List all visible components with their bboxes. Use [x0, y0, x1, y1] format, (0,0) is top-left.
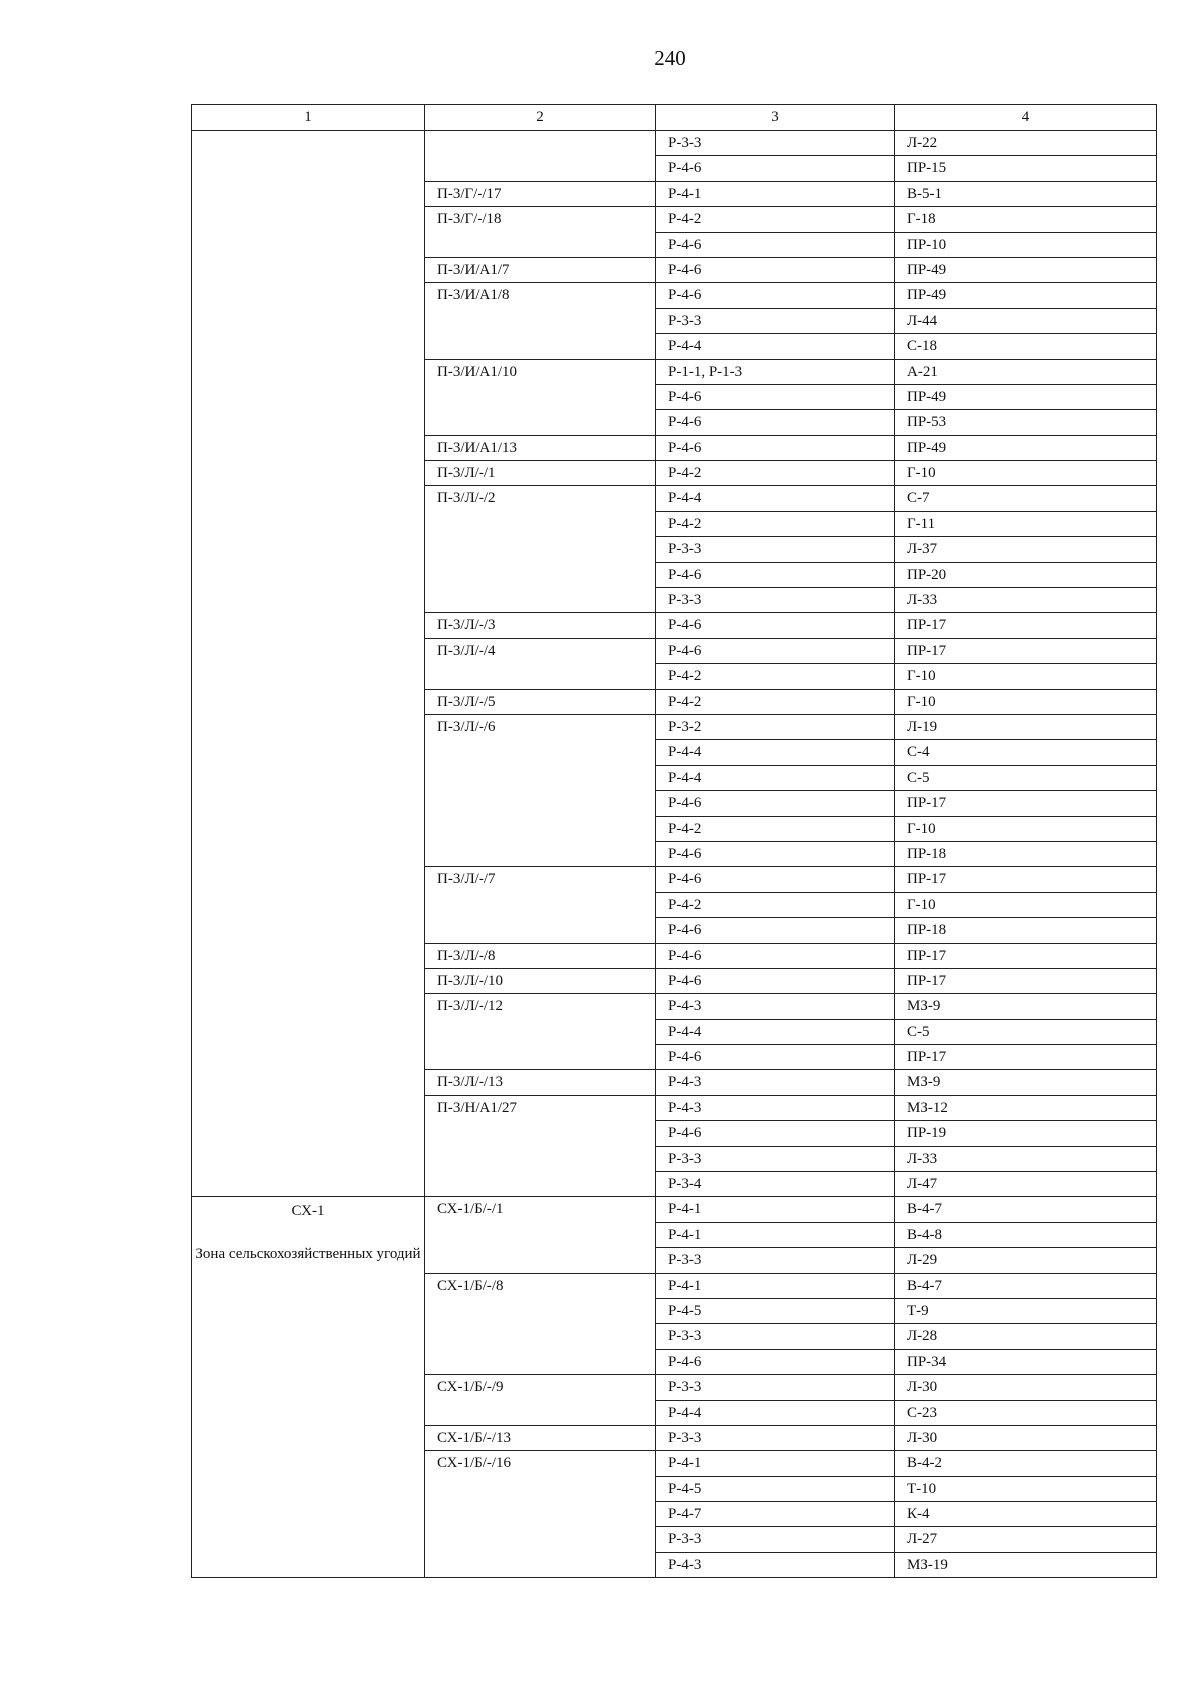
subzone-code-cell: П-3/Л/-/6	[425, 714, 656, 866]
col3-cell: Р-4-6	[656, 1121, 895, 1146]
header-col-4: 4	[895, 105, 1157, 131]
col3-cell: Р-4-6	[656, 232, 895, 257]
col3-cell: Р-4-6	[656, 791, 895, 816]
subzone-code-cell: П-3/Л/-/13	[425, 1070, 656, 1095]
subzone-code-cell: СХ-1/Б/-/1	[425, 1197, 656, 1273]
table-body	[192, 105, 1157, 1578]
col3-cell: Р-4-3	[656, 994, 895, 1019]
subzone-code-cell: П-3/Г/-/17	[425, 181, 656, 206]
col4-cell: Т-10	[895, 1476, 1157, 1501]
col4-cell: С-5	[895, 1019, 1157, 1044]
col4-cell: Г-10	[895, 689, 1157, 714]
col3-cell: Р-4-4	[656, 1019, 895, 1044]
col4-cell: МЗ-9	[895, 1070, 1157, 1095]
zone-cell	[192, 1197, 425, 1578]
col3-cell: Р-3-3	[656, 131, 895, 156]
col4-cell: Л-28	[895, 1324, 1157, 1349]
col4-cell: ПР-53	[895, 410, 1157, 435]
col3-cell: Р-4-6	[656, 918, 895, 943]
subzone-code-cell: П-3/И/А1/7	[425, 257, 656, 282]
col4-cell: Л-27	[895, 1527, 1157, 1552]
col4-cell: В-5-1	[895, 181, 1157, 206]
col4-cell: Г-10	[895, 816, 1157, 841]
col3-cell: Р-4-5	[656, 1298, 895, 1323]
col4-cell: Л-33	[895, 1146, 1157, 1171]
col3-cell: Р-4-3	[656, 1552, 895, 1577]
col4-cell: В-4-7	[895, 1273, 1157, 1298]
col4-cell: В-4-2	[895, 1451, 1157, 1476]
col3-cell: Р-4-6	[656, 257, 895, 282]
subzone-code-cell: СХ-1/Б/-/13	[425, 1425, 656, 1450]
subzone-code-cell: П-3/И/А1/10	[425, 359, 656, 435]
col3-cell: Р-4-1	[656, 1222, 895, 1247]
col4-cell: Л-22	[895, 131, 1157, 156]
col4-cell: ПР-18	[895, 918, 1157, 943]
col4-cell: МЗ-19	[895, 1552, 1157, 1577]
col4-cell: ПР-17	[895, 638, 1157, 663]
col3-cell: Р-4-7	[656, 1502, 895, 1527]
col3-cell: Р-4-1	[656, 1197, 895, 1222]
col3-cell: Р-4-1	[656, 1451, 895, 1476]
col3-cell: Р-4-1	[656, 1273, 895, 1298]
col3-cell: Р-4-6	[656, 968, 895, 993]
zone-name: Зона сельскохозяйственных угодий	[195, 1246, 421, 1263]
col4-cell: ПР-49	[895, 384, 1157, 409]
subzone-code-cell: П-3/И/А1/13	[425, 435, 656, 460]
col4-cell: Г-10	[895, 892, 1157, 917]
col4-cell: С-18	[895, 334, 1157, 359]
col4-cell: Г-18	[895, 207, 1157, 232]
col4-cell: ПР-49	[895, 283, 1157, 308]
col3-cell: Р-4-4	[656, 1400, 895, 1425]
col4-cell: МЗ-9	[895, 994, 1157, 1019]
subzone-code-cell: П-3/Л/-/7	[425, 867, 656, 943]
col3-cell: Р-4-2	[656, 511, 895, 536]
col3-cell: Р-4-6	[656, 156, 895, 181]
col3-cell: Р-4-2	[656, 689, 895, 714]
col4-cell: Л-29	[895, 1248, 1157, 1273]
col3-cell: Р-4-6	[656, 1349, 895, 1374]
col3-cell: Р-4-5	[656, 1476, 895, 1501]
col4-cell: ПР-17	[895, 867, 1157, 892]
col4-cell: В-4-8	[895, 1222, 1157, 1247]
col3-cell: Р-3-4	[656, 1172, 895, 1197]
subzone-code-cell: П-3/Г/-/18	[425, 207, 656, 258]
subzone-code-cell: СХ-1/Б/-/16	[425, 1451, 656, 1578]
col3-cell: Р-4-4	[656, 486, 895, 511]
col3-cell: Р-3-3	[656, 537, 895, 562]
col4-cell: ПР-15	[895, 156, 1157, 181]
col3-cell: Р-4-2	[656, 461, 895, 486]
col3-cell: Р-3-3	[656, 1324, 895, 1349]
col4-cell: ПР-17	[895, 968, 1157, 993]
col4-cell: Л-44	[895, 308, 1157, 333]
col3-cell: Р-4-6	[656, 562, 895, 587]
col4-cell: Л-30	[895, 1375, 1157, 1400]
col4-cell: ПР-19	[895, 1121, 1157, 1146]
col4-cell: ПР-17	[895, 943, 1157, 968]
col3-cell: Р-4-6	[656, 613, 895, 638]
header-col-2: 2	[425, 105, 656, 131]
col4-cell: С-7	[895, 486, 1157, 511]
col3-cell: Р-4-1	[656, 181, 895, 206]
zone-cell	[192, 131, 425, 1197]
col3-cell: Р-1-1, Р-1-3	[656, 359, 895, 384]
subzone-code-cell: П-3/И/А1/8	[425, 283, 656, 359]
subzone-code-cell: СХ-1/Б/-/9	[425, 1375, 656, 1426]
col3-cell: Р-3-3	[656, 1146, 895, 1171]
header-col-3: 3	[656, 105, 895, 131]
col3-cell: Р-3-3	[656, 1375, 895, 1400]
col3-cell: Р-4-3	[656, 1070, 895, 1095]
subzone-code-cell: П-3/Н/А1/27	[425, 1095, 656, 1197]
col4-cell: Г-11	[895, 511, 1157, 536]
zone-code: СХ-1	[291, 1203, 325, 1220]
col4-cell: Л-37	[895, 537, 1157, 562]
col4-cell: К-4	[895, 1502, 1157, 1527]
col3-cell: Р-4-3	[656, 1095, 895, 1120]
col3-cell: Р-4-6	[656, 841, 895, 866]
subzone-code-cell: П-3/Л/-/10	[425, 968, 656, 993]
subzone-code-cell: П-3/Л/-/2	[425, 486, 656, 613]
col3-cell: Р-4-6	[656, 410, 895, 435]
col4-cell: В-4-7	[895, 1197, 1157, 1222]
col3-cell: Р-4-4	[656, 740, 895, 765]
col4-cell: С-5	[895, 765, 1157, 790]
col3-cell: Р-4-6	[656, 283, 895, 308]
subzone-code-cell: П-3/Л/-/3	[425, 613, 656, 638]
col3-cell: Р-4-2	[656, 664, 895, 689]
col3-cell: Р-4-2	[656, 892, 895, 917]
col3-cell: Р-4-6	[656, 384, 895, 409]
col3-cell: Р-3-3	[656, 1527, 895, 1552]
col4-cell: Л-33	[895, 588, 1157, 613]
subzone-code-cell: П-3/Л/-/4	[425, 638, 656, 689]
col4-cell: Т-9	[895, 1298, 1157, 1323]
col3-cell: Р-4-6	[656, 867, 895, 892]
col3-cell: Р-4-6	[656, 943, 895, 968]
zoning-table	[191, 104, 1157, 1578]
col4-cell: ПР-17	[895, 791, 1157, 816]
col3-cell: Р-3-2	[656, 714, 895, 739]
page-number: 240	[654, 46, 686, 70]
header-col-1: 1	[192, 105, 425, 131]
subzone-code-cell: П-3/Л/-/12	[425, 994, 656, 1070]
col3-cell: Р-4-4	[656, 334, 895, 359]
col3-cell: Р-3-3	[656, 308, 895, 333]
col3-cell: Р-4-2	[656, 816, 895, 841]
col4-cell: А-21	[895, 359, 1157, 384]
col3-cell: Р-3-3	[656, 588, 895, 613]
col4-cell: Л-30	[895, 1425, 1157, 1450]
table-row	[192, 1197, 1157, 1222]
col4-cell: С-4	[895, 740, 1157, 765]
col4-cell: МЗ-12	[895, 1095, 1157, 1120]
subzone-code-cell: П-3/Л/-/8	[425, 943, 656, 968]
col4-cell: ПР-17	[895, 613, 1157, 638]
col3-cell: Р-4-6	[656, 638, 895, 663]
table-header-row	[192, 105, 1157, 131]
subzone-code-cell: П-3/Л/-/5	[425, 689, 656, 714]
col3-cell: Р-4-4	[656, 765, 895, 790]
col3-cell: Р-3-3	[656, 1248, 895, 1273]
subzone-code-cell: П-3/Л/-/1	[425, 461, 656, 486]
col4-cell: ПР-18	[895, 841, 1157, 866]
col4-cell: ПР-49	[895, 435, 1157, 460]
col3-cell: Р-4-2	[656, 207, 895, 232]
col4-cell: Л-19	[895, 714, 1157, 739]
col4-cell: С-23	[895, 1400, 1157, 1425]
subzone-code-cell: СХ-1/Б/-/8	[425, 1273, 656, 1375]
col3-cell: Р-3-3	[656, 1425, 895, 1450]
col4-cell: ПР-17	[895, 1045, 1157, 1070]
col4-cell: ПР-49	[895, 257, 1157, 282]
col3-cell: Р-4-6	[656, 435, 895, 460]
col4-cell: Л-47	[895, 1172, 1157, 1197]
table-row	[192, 131, 1157, 156]
col3-cell: Р-4-6	[656, 1045, 895, 1070]
col4-cell: ПР-34	[895, 1349, 1157, 1374]
subzone-code-cell	[425, 131, 656, 182]
col4-cell: ПР-20	[895, 562, 1157, 587]
col4-cell: Г-10	[895, 461, 1157, 486]
col4-cell: Г-10	[895, 664, 1157, 689]
col4-cell: ПР-10	[895, 232, 1157, 257]
